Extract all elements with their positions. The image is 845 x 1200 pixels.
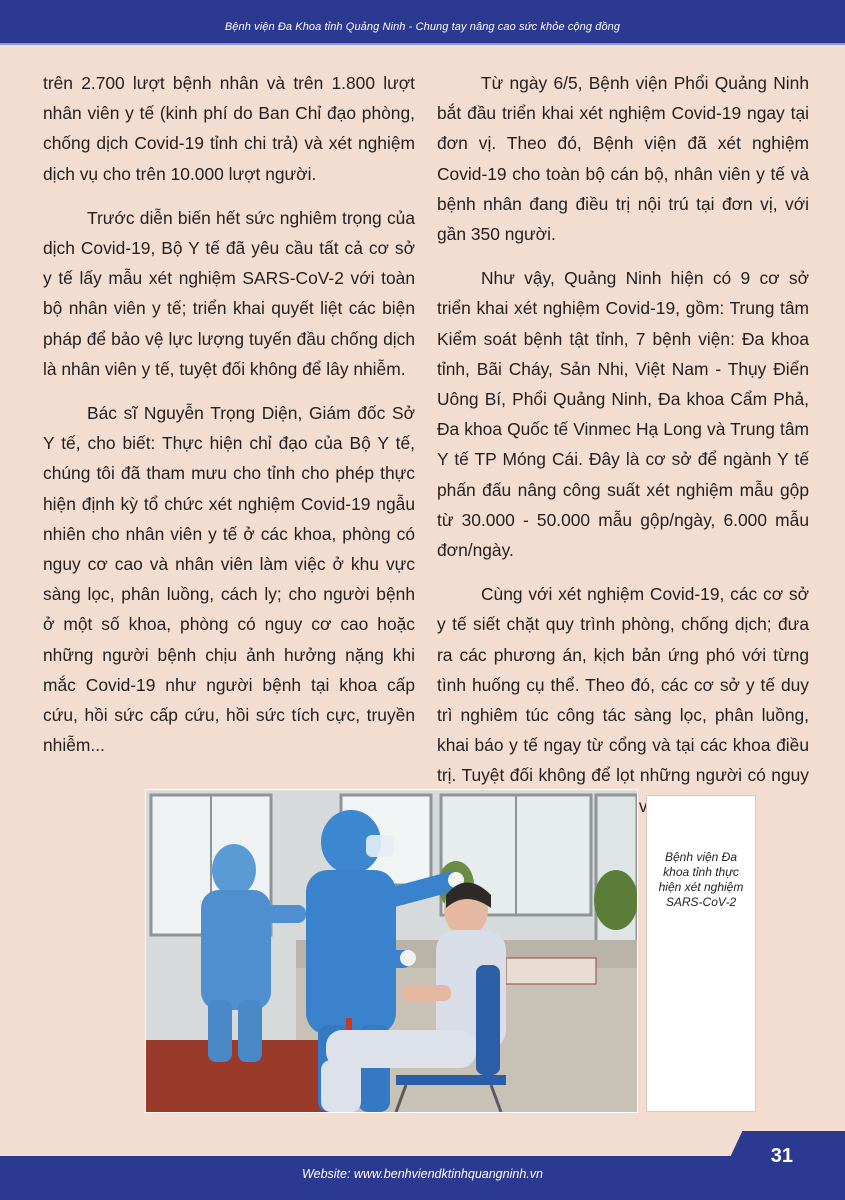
- header-tagline: Bệnh viện Đa Khoa tỉnh Quảng Ninh - Chung tay nâng cao sức khỏe cộng đồng: [224, 21, 621, 33]
- paragraph: Cùng với xét nghiệm Covid-19, các cơ sở y tế siết chặt quy trình phòng, chống dịch; đưa ra các phương án, kịch bản ứng phó với từng tình huống cụ thể. Theo đó, các cơ sở y tế duy trì nghiêm túc công tác sàng lọc, phân luồng, khai báo y tế ngay từ cổng và tại các khoa điều trị. Tuyệt đối không để lọt những người có nguy: [437, 584, 809, 786]
- article-column-right: [437, 68, 809, 835]
- photo-illustration: [146, 790, 637, 1112]
- paragraph: Từ ngày 6/5, Bệnh viện Phổi Quảng Ninh bắt đầu triển khai xét nghiệm Covid-19 ngay tại đơn vị. Theo đó, Bệnh viện đã xét nghiệm Covid-19 cho toàn bộ cán bộ, nhân viên y tế và bệnh nhân đang điều trị nội trú tại đơn vị, với gần 350 người.: [437, 73, 809, 245]
- article-column-left: [43, 68, 415, 774]
- paragraph: Như vậy, Quảng Ninh hiện có 9 cơ sở triển khai xét nghiệm Covid-19, gồm: Trung tâm Kiểm soát bệnh tật tỉnh, 7 bệnh viện: Đa khoa tỉnh, Bãi Cháy, Sản Nhi, Việt Nam - Thụy Điển Uông Bí, Phổi Quảng Ninh, Đa khoa Cẩm Phả, Đa khoa Quốc tế Vinmec Hạ Long và Trung tâm Y tế TP Móng Cái. Đây là cơ sở để ngành Y tế phấn đấu nâng công suất xét nghiệm mẫu gộp từ 30.000 - 50.000 mẫu gộp/ngày, 6.000 mẫu đơn/ngày.: [437, 268, 809, 561]
- footer-website: Website: www.benhviendktinhquangninh.vn: [302, 1167, 543, 1181]
- paragraph: trên 2.700 lượt bệnh nhân và trên 1.800 lượt nhân viên y tế (kinh phí do Ban Chỉ đạo phòng, chống dịch Covid-19 tỉnh chi trả) và xét nghiệm dịch vụ cho trên 10.000 lượt người.: [43, 73, 415, 184]
- page-number: 31: [770, 1145, 793, 1167]
- header-divider-light: [0, 43, 845, 45]
- paragraph: Bác sĩ Nguyễn Trọng Diện, Giám đốc Sở Y tế, cho biết: Thực hiện chỉ đạo của Bộ Y tế, chúng tôi đã tham mưu cho tỉnh cho phép thực hiện định kỳ tổ chức xét nghiệm Covid-19 ngẫu nhiên cho nhân viên y tế ở các khoa, phòng có nguy cơ cao và nhân viên làm việc ở khu vực sàng lọc, phân luồng, cách ly; cho người bệnh ở một số khoa, phòng có nguy cơ cao hoặc những người bệnh chịu ảnh hưởng nặng khi mắc Covid-19 như người bệnh tại khoa cấp cứu, hồi sức cấp cứu, hồi sức tích cực, truyền nhiễm...: [43, 403, 415, 756]
- page-footer: [0, 1131, 845, 1200]
- photo-caption-box: [646, 795, 756, 1112]
- photo-caption: Bệnh viện Đa khoa tỉnh thực hiện xét nghiệm SARS-CoV-2: [658, 850, 744, 909]
- paragraph: Trước diễn biến hết sức nghiêm trọng của dịch Covid-19, Bộ Y tế đã yêu cầu tất cả cơ sở y tế lấy mẫu xét nghiệm SARS-CoV-2 với toàn bộ nhân viên y tế; triển khai quyết liệt các biện pháp để bảo vệ lực lượng tuyến đầu chống dịch là nhân viên y tế, tuyệt đối không để lây nhiễm.: [43, 207, 415, 379]
- page-header: [0, 0, 845, 38]
- article-photo: [145, 789, 638, 1113]
